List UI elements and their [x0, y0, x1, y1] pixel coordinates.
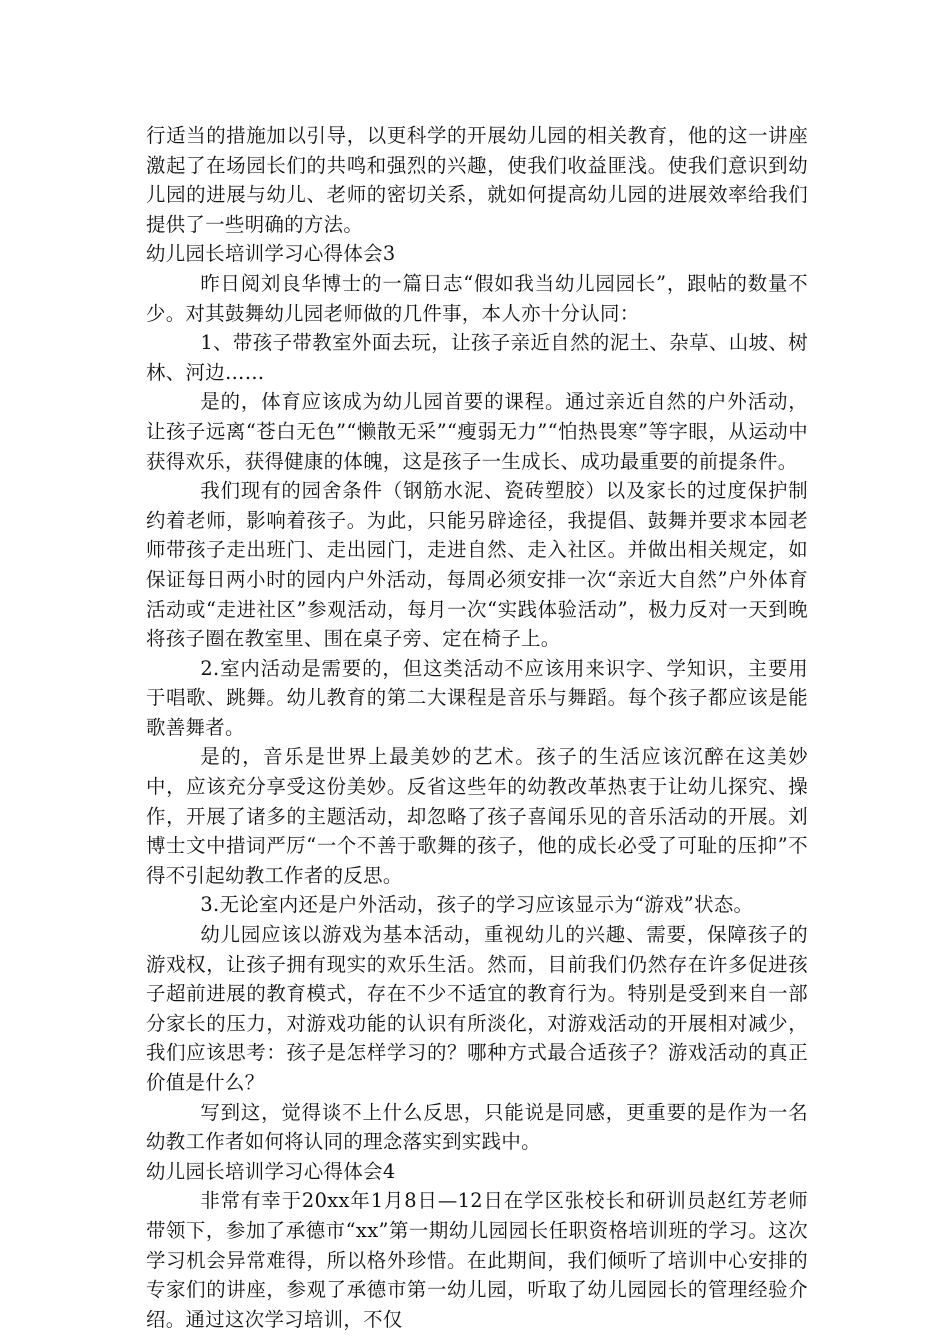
body-paragraph: 是的，音乐是世界上最美妙的艺术。孩子的生活应该沉醉在这美妙中，应该充分享受这份美妙。反省这些年的幼教改革热衷于让幼儿探究、操作，开展了诸多的主题活动，却忽略了孩子喜闻乐见的音乐活动的开展。刘博士文中措词严厉“一个不善于歌舞的孩子，他的成长必受了可耻的压抑”不得不引起幼教工作者的反思。 — [146, 745, 808, 887]
body-paragraph: 昨日阅刘良华博士的一篇日志“假如我当幼儿园园长”，跟帖的数量不少。对其鼓舞幼儿园老师做的几件事，本人亦十分认同： — [146, 271, 808, 325]
body-paragraph: 非常有幸于20xx年1月8日—12日在学区张校长和研训员赵红芳老师带领下，参加了承德市“xx”第一期幼儿园园长任职资格培训班的学习。这次学习机会异常难得，所以格外珍惜。在此期间，我们倾听了培训中心安排的专家们的讲座，参观了承德市第一幼儿园，听取了幼儿园园长的管理经验介绍。通过这次学习培训，不仅 — [146, 1189, 808, 1331]
document-page — [146, 121, 808, 1334]
body-paragraph: 1、带孩子带教室外面去玩，让孩子亲近自然的泥土、杂草、山坡、树林、河边…… — [146, 331, 808, 384]
body-paragraph: 写到这，觉得谈不上什么反思，只能说是同感，更重要的是作为一名幼教工作者如何将认同的理念落实到实践中。 — [146, 1100, 808, 1154]
body-paragraph: 2.室内活动是需要的，但这类活动不应该用来识字、学知识，主要用于唱歌、跳舞。幼儿教育的第二大课程是音乐与舞蹈。每个孩子都应该是能歌善舞者。 — [146, 656, 808, 739]
body-paragraph: 幼儿园应该以游戏为基本活动，重视幼儿的兴趣、需要，保障孩子的游戏权，让孩子拥有现实的欢乐生活。然而，目前我们仍然存在许多促进孩子超前进展的教育模式，存在不少不适宜的教育行为。特别是受到来自一部分家长的压力，对游戏功能的认识有所淡化，对游戏活动的开展相对减少，我们应该思考：孩子是怎样学习的？哪种方式最合适孩子？游戏活动的真正价值是什么？ — [146, 923, 808, 1094]
paragraph-continuation: 行适当的措施加以引导，以更科学的开展幼儿园的相关教育，他的这一讲座激起了在场园长们的共鸣和强烈的兴趣，使我们收益匪浅。使我们意识到幼儿园的进展与幼儿、老师的密切关系，就如何提高幼儿园的进展效率给我们提供了一些明确的方法。 — [146, 124, 808, 236]
body-paragraph: 我们现有的园舍条件（钢筋水泥、瓷砖塑胶）以及家长的过度保护制约着老师，影响着孩子。为此，只能另辟途径，我提倡、鼓舞并要求本园老师带孩子走出班门、走出园门，走进自然、走入社区。并做出相关规定，如保证每日两小时的园内户外活动，每周必须安排一次“亲近大自然”户外体育活动或“走进社区”参观活动，每月一次“实践体验活动”，极力反对一天到晚将孩子圈在教室里、围在桌子旁、定在椅子上。 — [146, 479, 808, 651]
body-paragraph: 是的，体育应该成为幼儿园首要的课程。通过亲近自然的户外活动，让孩子远离“苍白无色”“懒散无采”“瘦弱无力”“怕热畏寒”等字眼，从运动中获得欢乐，获得健康的体魄，这是孩子一生成长、成功最重要的前提条件。 — [146, 390, 808, 473]
body-paragraph: 3.无论室内还是户外活动，孩子的学习应该显示为“游戏”状态。 — [200, 893, 754, 917]
section-heading-3: 幼儿园长培训学习心得体会3 — [146, 242, 396, 266]
section-heading-4: 幼儿园长培训学习心得体会4 — [146, 1159, 396, 1183]
